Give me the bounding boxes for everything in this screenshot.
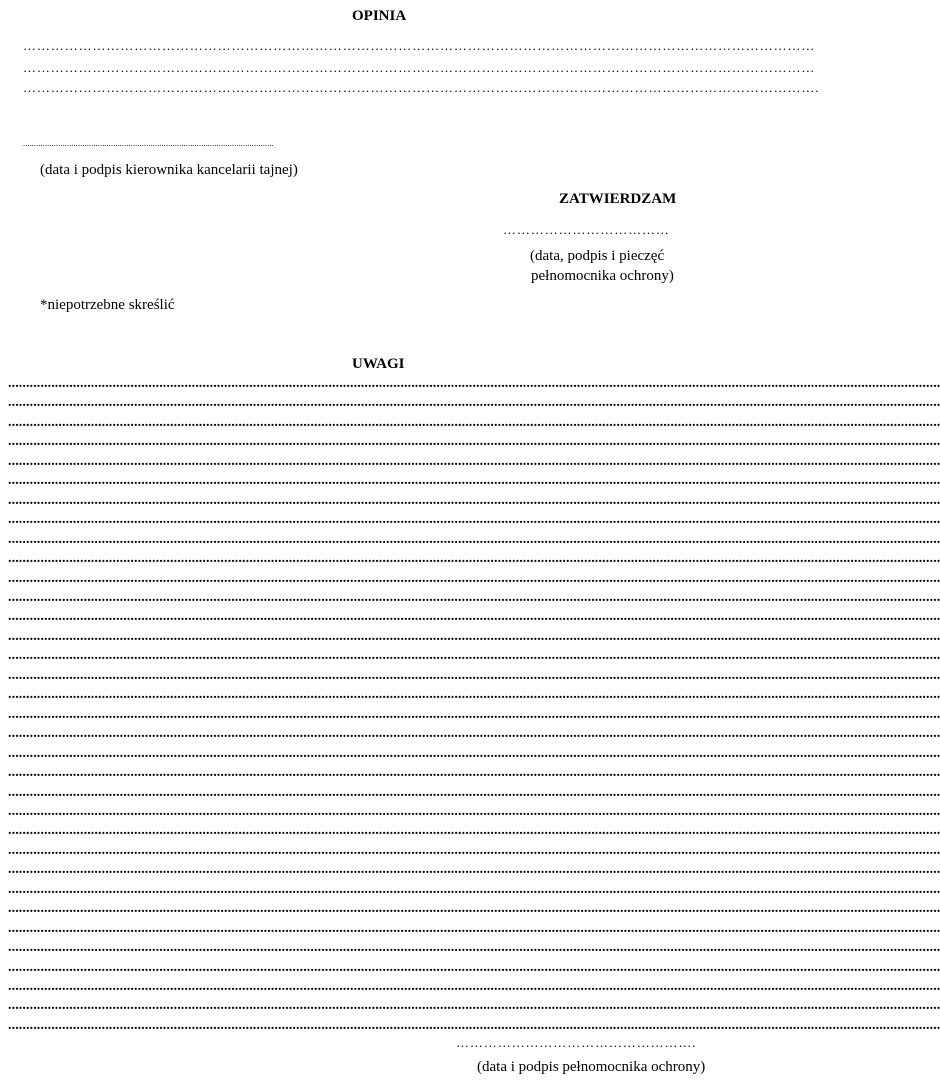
opinia-line-1[interactable]: ……………………………………………………………………………………………………………………………………………………… — [23, 38, 816, 53]
uwagi-line[interactable]: ................................................................................................................................................................................................................................................................... — [8, 706, 940, 722]
uwagi-line[interactable]: ................................................................................................................................................................................................................................................................... — [8, 940, 940, 955]
uwagi-line[interactable]: ................................................................................................................................................................................................................................................................... — [8, 434, 940, 450]
uwagi-line[interactable]: ................................................................................................................................................................................................................................................................... — [8, 959, 940, 975]
uwagi-line[interactable]: ................................................................................................................................................................................................................................................................... — [8, 531, 940, 547]
uwagi-line[interactable]: ................................................................................................................................................................................................................................................................... — [8, 376, 940, 391]
uwagi-line[interactable]: ................................................................................................................................................................................................................................................................... — [8, 803, 940, 819]
uwagi-line[interactable]: ................................................................................................................................................................................................................................................................... — [8, 978, 940, 994]
uwagi-line[interactable]: ................................................................................................................................................................................................................................................................... — [8, 492, 940, 508]
uwagi-line[interactable]: ................................................................................................................................................................................................................................................................... — [8, 920, 940, 936]
uwagi-line[interactable]: ................................................................................................................................................................................................................................................................... — [8, 590, 940, 605]
uwagi-line[interactable]: ................................................................................................................................................................................................................................................................... — [8, 823, 940, 839]
zatwierdzam-caption-line-1: (data, podpis i pieczęć — [530, 248, 665, 264]
uwagi-line[interactable]: ................................................................................................................................................................................................................................................................... — [8, 667, 940, 683]
opinia-line-2[interactable]: ……………………………………………………………………………………………………………………………………………………… — [23, 60, 816, 75]
final-signature-line[interactable]: ……………………………………………. — [456, 1035, 697, 1050]
opinia-line-3[interactable]: ………………………………………………………………………………………………………………………………………………………. — [23, 80, 820, 95]
uwagi-line[interactable]: ................................................................................................................................................................................................................................................................... — [8, 745, 940, 761]
opinia-title: OPINIA — [352, 8, 407, 24]
uwagi-line[interactable]: ................................................................................................................................................................................................................................................................... — [8, 784, 940, 800]
uwagi-line[interactable]: ................................................................................................................................................................................................................................................................... — [8, 901, 940, 917]
uwagi-line[interactable]: ................................................................................................................................................................................................................................................................... — [8, 726, 940, 742]
uwagi-line[interactable]: ................................................................................................................................................................................................................................................................... — [8, 998, 940, 1014]
uwagi-line[interactable]: ................................................................................................................................................................................................................................................................... — [8, 765, 940, 780]
uwagi-line[interactable]: ................................................................................................................................................................................................................................................................... — [8, 1017, 940, 1033]
uwagi-title: UWAGI — [352, 356, 405, 372]
zatwierdzam-signature-line[interactable]: ……………………………… — [503, 222, 670, 237]
zatwierdzam-caption-line-2: pełnomocnika ochrony) — [531, 268, 674, 284]
uwagi-line[interactable]: ................................................................................................................................................................................................................................................................... — [8, 609, 940, 625]
kierownik-signature-line[interactable]: .................................................................................................................. — [23, 139, 274, 148]
final-signature-caption: (data i podpis pełnomocnika ochrony) — [477, 1059, 706, 1075]
uwagi-line[interactable]: ................................................................................................................................................................................................................................................................... — [8, 628, 940, 644]
uwagi-line[interactable]: ................................................................................................................................................................................................................................................................... — [8, 648, 940, 664]
uwagi-line[interactable]: ................................................................................................................................................................................................................................................................... — [8, 414, 940, 430]
zatwierdzam-title: ZATWIERDZAM — [559, 191, 677, 207]
uwagi-line[interactable]: ................................................................................................................................................................................................................................................................... — [8, 842, 940, 858]
uwagi-line[interactable]: ................................................................................................................................................................................................................................................................... — [8, 687, 940, 703]
kierownik-caption: (data i podpis kierownika kancelarii tajnej) — [40, 162, 298, 178]
uwagi-line[interactable]: ................................................................................................................................................................................................................................................................... — [8, 862, 940, 878]
uwagi-line[interactable]: ................................................................................................................................................................................................................................................................... — [8, 512, 940, 528]
uwagi-line[interactable]: ................................................................................................................................................................................................................................................................... — [8, 395, 940, 411]
uwagi-line[interactable]: ................................................................................................................................................................................................................................................................... — [8, 473, 940, 489]
footnote: *niepotrzebne skreślić — [40, 297, 175, 313]
uwagi-line[interactable]: ................................................................................................................................................................................................................................................................... — [8, 453, 940, 469]
uwagi-line[interactable]: ................................................................................................................................................................................................................................................................... — [8, 881, 940, 897]
uwagi-line[interactable]: ................................................................................................................................................................................................................................................................... — [8, 570, 940, 586]
uwagi-line[interactable]: ................................................................................................................................................................................................................................................................... — [8, 551, 940, 566]
